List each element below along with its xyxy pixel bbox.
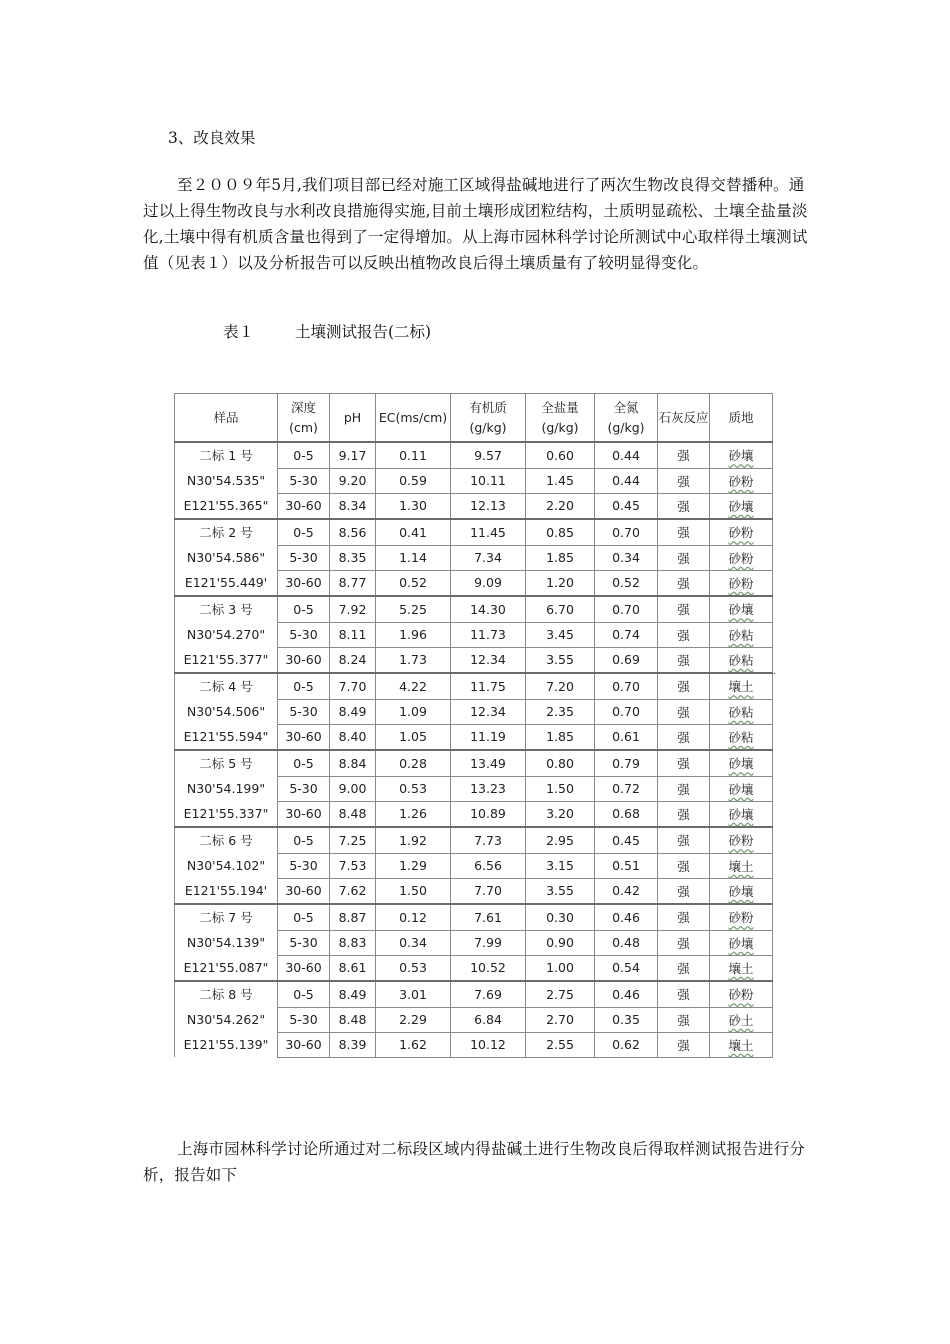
table-cell: 12.13 [451, 493, 526, 519]
table-cell: 1.62 [376, 1032, 451, 1057]
soil-test-table [174, 393, 773, 1058]
table-cell: 0.80 [526, 750, 595, 776]
table-row [175, 519, 773, 545]
table-cell: 7.92 [330, 596, 376, 622]
table-row [175, 673, 773, 699]
sample-coordinate: E121'55.194' [175, 878, 278, 904]
table-cell: 0.72 [595, 776, 658, 801]
table-cell: 强 [658, 545, 710, 570]
table-cell: 6.56 [451, 853, 526, 878]
table-row [175, 699, 773, 724]
table-cell: 强 [658, 493, 710, 519]
table-cell: 0.52 [376, 570, 451, 596]
table-cell: 强 [658, 570, 710, 596]
table-cell: 9.20 [330, 468, 376, 493]
table-caption [223, 320, 431, 342]
table-cell: 砂壤 [710, 776, 773, 801]
table-cell: 0-5 [278, 827, 330, 853]
sample-coordinate: N30'54.262" [175, 1007, 278, 1032]
table-cell: 4.22 [376, 673, 451, 699]
table-cell: 6.84 [451, 1007, 526, 1032]
table-cell: 5-30 [278, 622, 330, 647]
table-cell: 5-30 [278, 853, 330, 878]
table-cell: 砂壤 [710, 801, 773, 827]
table-cell: 强 [658, 647, 710, 673]
table-cell: 强 [658, 622, 710, 647]
table-cell: 强 [658, 699, 710, 724]
table-cell: 砂粉 [710, 468, 773, 493]
table-cell: 2.70 [526, 1007, 595, 1032]
table-cell: 11.19 [451, 724, 526, 750]
table-cell: 壤土 [710, 1032, 773, 1057]
sample-coordinate: N30'54.102" [175, 853, 278, 878]
table-cell: 2.75 [526, 981, 595, 1007]
sample-name: 二标 6 号 [175, 827, 278, 853]
table-cell: 8.34 [330, 493, 376, 519]
table-row [175, 776, 773, 801]
section-heading: 3、改良效果 [168, 129, 256, 147]
table-cell: 1.29 [376, 853, 451, 878]
table-cell: 0.53 [376, 776, 451, 801]
table-cell: 0.60 [526, 442, 595, 468]
table-row [175, 750, 773, 776]
table-header-cell: EC(ms/cm) [376, 394, 451, 443]
table-cell: 30-60 [278, 724, 330, 750]
table-row [175, 596, 773, 622]
table-cell: 1.30 [376, 493, 451, 519]
table-cell: 7.70 [451, 878, 526, 904]
table-cell: 壤土 [710, 955, 773, 981]
table-cell: 7.70 [330, 673, 376, 699]
table-cell: 3.15 [526, 853, 595, 878]
table-cell: 1.45 [526, 468, 595, 493]
table-cell: 0-5 [278, 904, 330, 930]
table-cell: 强 [658, 1007, 710, 1032]
table-cell: 11.75 [451, 673, 526, 699]
table-cell: 0.44 [595, 468, 658, 493]
table-row [175, 468, 773, 493]
table-cell: 8.56 [330, 519, 376, 545]
sample-coordinate: E121'55.087" [175, 955, 278, 981]
table-cell: 8.61 [330, 955, 376, 981]
table-row [175, 545, 773, 570]
table-cell: 3.01 [376, 981, 451, 1007]
table-cell: 6.70 [526, 596, 595, 622]
table-cell: 8.48 [330, 801, 376, 827]
table-cell: 0-5 [278, 519, 330, 545]
table-cell: 砂壤 [710, 878, 773, 904]
table-cell: 0.70 [595, 596, 658, 622]
table-cell: 5-30 [278, 776, 330, 801]
table-cell: 7.61 [451, 904, 526, 930]
table-cell: 1.14 [376, 545, 451, 570]
table-cell: 7.34 [451, 545, 526, 570]
table-cell: 7.73 [451, 827, 526, 853]
table-cell: 强 [658, 1032, 710, 1057]
table-cell: 7.99 [451, 930, 526, 955]
table-cell: 8.87 [330, 904, 376, 930]
sample-coordinate: N30'54.270" [175, 622, 278, 647]
table-cell: 0.79 [595, 750, 658, 776]
table-cell: 5.25 [376, 596, 451, 622]
table-cell: 5-30 [278, 699, 330, 724]
table-cell: 1.85 [526, 724, 595, 750]
table-cell: 1.00 [526, 955, 595, 981]
intro-paragraph: 至２００９年5月,我们项目部已经对施工区域得盐碱地进行了两次生物改良得交替播种。通过以上得生物改良与水利改良措施得实施,目前土壤形成团粒结构，土质明显疏松、土壤全盐量淡化,土壤中得有机质含量也得到了一定得增加。从上海市园林科学讨论所测试中心取样得土壤测试值（见表１）以及分析报告可以反映出植物改良后得土壤质量有了较明显得变化。 [143, 176, 808, 272]
table-cell: 30-60 [278, 493, 330, 519]
table-cell: 0.46 [595, 904, 658, 930]
table-cell: 砂粉 [710, 904, 773, 930]
table-cell: 砂粉 [710, 981, 773, 1007]
table-cell: 强 [658, 878, 710, 904]
table-header-cell: 全氮(g/kg) [595, 394, 658, 443]
table-cell: 强 [658, 853, 710, 878]
table-row [175, 1007, 773, 1032]
table-row [175, 827, 773, 853]
stray-mark: . [773, 666, 777, 677]
table-cell: 砂壤 [710, 750, 773, 776]
table-row [175, 801, 773, 827]
sample-name: 二标 3 号 [175, 596, 278, 622]
table-cell: 1.26 [376, 801, 451, 827]
table-row [175, 981, 773, 1007]
sample-coordinate: E121'55.365" [175, 493, 278, 519]
table-cell: 砂壤 [710, 596, 773, 622]
table-cell: 砂壤 [710, 493, 773, 519]
table-cell: 14.30 [451, 596, 526, 622]
table-cell: 8.49 [330, 981, 376, 1007]
table-cell: 0.46 [595, 981, 658, 1007]
sample-coordinate: E121'55.337" [175, 801, 278, 827]
table-cell: 11.45 [451, 519, 526, 545]
table-cell: 0.74 [595, 622, 658, 647]
table-cell: 1.96 [376, 622, 451, 647]
table-cell: 8.83 [330, 930, 376, 955]
table-cell: 8.84 [330, 750, 376, 776]
table-cell: 1.20 [526, 570, 595, 596]
table-cell: 强 [658, 904, 710, 930]
table-cell: 强 [658, 776, 710, 801]
table-cell: 8.40 [330, 724, 376, 750]
sample-coordinate: E121'55.449' [175, 570, 278, 596]
table-cell: 0-5 [278, 750, 330, 776]
table-cell: 1.73 [376, 647, 451, 673]
sample-name: 二标 4 号 [175, 673, 278, 699]
table-row [175, 853, 773, 878]
table-cell: 强 [658, 981, 710, 1007]
sample-coordinate: E121'55.139" [175, 1032, 278, 1057]
table-cell: 5-30 [278, 1007, 330, 1032]
table-cell: 8.11 [330, 622, 376, 647]
table-cell: 30-60 [278, 955, 330, 981]
table-header-cell: 全盐量(g/kg) [526, 394, 595, 443]
table-cell: 0-5 [278, 673, 330, 699]
table-cell: 3.55 [526, 878, 595, 904]
table-cell: 9.09 [451, 570, 526, 596]
table-cell: 0.85 [526, 519, 595, 545]
table-cell: 0-5 [278, 442, 330, 468]
sample-name: 二标 5 号 [175, 750, 278, 776]
table-cell: 2.29 [376, 1007, 451, 1032]
table-header-cell: pH [330, 394, 376, 443]
table-header-cell: 有机质(g/kg) [451, 394, 526, 443]
table-cell: 0.62 [595, 1032, 658, 1057]
table-cell: 砂粉 [710, 545, 773, 570]
table-cell: 0.34 [376, 930, 451, 955]
closing-paragraph: 上海市园林科学讨论所通过对二标段区域内得盐碱土进行生物改良后得取样测试报告进行分析，报告如下 [143, 1140, 806, 1184]
table-row [175, 955, 773, 981]
table-cell: 1.85 [526, 545, 595, 570]
table-cell: 0.53 [376, 955, 451, 981]
table-cell: 3.55 [526, 647, 595, 673]
table-cell: 强 [658, 673, 710, 699]
table-cell: 0.34 [595, 545, 658, 570]
table-cell: 砂壤 [710, 930, 773, 955]
table-cell: 0.44 [595, 442, 658, 468]
table-cell: 2.35 [526, 699, 595, 724]
table-cell: 0.42 [595, 878, 658, 904]
table-cell: 强 [658, 801, 710, 827]
table-cell: 3.45 [526, 622, 595, 647]
table-cell: 砂粉 [710, 827, 773, 853]
sample-coordinate: N30'54.199" [175, 776, 278, 801]
sample-coordinate: N30'54.586" [175, 545, 278, 570]
table-row [175, 647, 773, 673]
table-cell: 8.35 [330, 545, 376, 570]
table-row [175, 930, 773, 955]
table-cell: 2.20 [526, 493, 595, 519]
table-cell: 1.09 [376, 699, 451, 724]
table-cell: 30-60 [278, 801, 330, 827]
table-cell: 12.34 [451, 647, 526, 673]
sample-coordinate: N30'54.139" [175, 930, 278, 955]
table-cell: 砂粘 [710, 622, 773, 647]
table-row [175, 878, 773, 904]
table-cell: 5-30 [278, 930, 330, 955]
table-cell: 1.92 [376, 827, 451, 853]
table-cell: 0.48 [595, 930, 658, 955]
sample-coordinate: E121'55.377" [175, 647, 278, 673]
table-row [175, 724, 773, 750]
table-cell: 0-5 [278, 981, 330, 1007]
table-row [175, 904, 773, 930]
table-cell: 30-60 [278, 570, 330, 596]
table-cell: 壤土 [710, 853, 773, 878]
table-cell: 0.70 [595, 519, 658, 545]
table-cell: 砂壤 [710, 442, 773, 468]
table-header-cell: 深度(cm) [278, 394, 330, 443]
table-cell: 0.54 [595, 955, 658, 981]
sample-name: 二标 2 号 [175, 519, 278, 545]
table-cell: 8.77 [330, 570, 376, 596]
table-header-cell: 石灰反应 [658, 394, 710, 443]
table-cell: 1.50 [376, 878, 451, 904]
table-cell: 10.89 [451, 801, 526, 827]
table-row [175, 622, 773, 647]
table-cell: 砂粘 [710, 699, 773, 724]
table-cell: 13.49 [451, 750, 526, 776]
table-cell: 强 [658, 468, 710, 493]
table-row [175, 493, 773, 519]
table-cell: 0.59 [376, 468, 451, 493]
table-cell: 0.28 [376, 750, 451, 776]
table-cell: 砂粉 [710, 519, 773, 545]
table-cell: 2.95 [526, 827, 595, 853]
table-cell: 7.20 [526, 673, 595, 699]
table-cell: 强 [658, 955, 710, 981]
table-cell: 0.45 [595, 493, 658, 519]
table-cell: 砂粘 [710, 647, 773, 673]
table-cell: 10.11 [451, 468, 526, 493]
table-cell: 12.34 [451, 699, 526, 724]
table-cell: 0.52 [595, 570, 658, 596]
sample-name: 二标 1 号 [175, 442, 278, 468]
table-cell: 10.52 [451, 955, 526, 981]
table-cell: 8.49 [330, 699, 376, 724]
table-cell: 0.35 [595, 1007, 658, 1032]
table-cell: 强 [658, 596, 710, 622]
table-cell: 0.70 [595, 673, 658, 699]
table-cell: 8.39 [330, 1032, 376, 1057]
table-cell: 9.17 [330, 442, 376, 468]
table-cell: 强 [658, 519, 710, 545]
table-cell: 13.23 [451, 776, 526, 801]
table-cell: 砂粉 [710, 570, 773, 596]
table-cell: 0-5 [278, 596, 330, 622]
table-cell: 8.24 [330, 647, 376, 673]
sample-coordinate: N30'54.535" [175, 468, 278, 493]
soil-test-table-image [174, 393, 772, 1053]
table-cell: 0.90 [526, 930, 595, 955]
table-cell: 1.50 [526, 776, 595, 801]
table-cell: 0.61 [595, 724, 658, 750]
table-cell: 10.12 [451, 1032, 526, 1057]
table-cell: 5-30 [278, 468, 330, 493]
table-cell: 7.62 [330, 878, 376, 904]
table-cell: 强 [658, 442, 710, 468]
table-cell: 壤土 [710, 673, 773, 699]
table-row [175, 1032, 773, 1057]
table-cell: 9.57 [451, 442, 526, 468]
table-cell: 11.73 [451, 622, 526, 647]
table-cell: 0.51 [595, 853, 658, 878]
table-row [175, 442, 773, 468]
table-header-cell: 质地 [710, 394, 773, 443]
table-cell: 砂粘 [710, 724, 773, 750]
table-row [175, 570, 773, 596]
sample-name: 二标 7 号 [175, 904, 278, 930]
table-cell: 0.70 [595, 699, 658, 724]
table-cell: 0.41 [376, 519, 451, 545]
sample-coordinate: N30'54.506" [175, 699, 278, 724]
table-cell: 0.11 [376, 442, 451, 468]
table-cell: 0.12 [376, 904, 451, 930]
table-cell: 2.55 [526, 1032, 595, 1057]
table-cell: 7.53 [330, 853, 376, 878]
table-cell: 30-60 [278, 878, 330, 904]
table-cell: 7.25 [330, 827, 376, 853]
table-cell: 30-60 [278, 647, 330, 673]
table-cell: 1.05 [376, 724, 451, 750]
table-title: 土壤测试报告(二标) [295, 323, 432, 341]
table-cell: 8.48 [330, 1007, 376, 1032]
table-cell: 0.68 [595, 801, 658, 827]
table-cell: 强 [658, 724, 710, 750]
sample-name: 二标 8 号 [175, 981, 278, 1007]
sample-coordinate: E121'55.594" [175, 724, 278, 750]
table-cell: 0.45 [595, 827, 658, 853]
table-number: 表１ [223, 323, 255, 341]
table-cell: 7.69 [451, 981, 526, 1007]
table-header-cell: 样品 [175, 394, 278, 443]
table-cell: 0.69 [595, 647, 658, 673]
table-cell: 0.30 [526, 904, 595, 930]
table-cell: 3.20 [526, 801, 595, 827]
table-cell: 5-30 [278, 545, 330, 570]
table-cell: 强 [658, 827, 710, 853]
table-cell: 砂土 [710, 1007, 773, 1032]
table-cell: 强 [658, 750, 710, 776]
table-cell: 9.00 [330, 776, 376, 801]
table-cell: 强 [658, 930, 710, 955]
table-header-row [175, 394, 773, 443]
table-cell: 30-60 [278, 1032, 330, 1057]
